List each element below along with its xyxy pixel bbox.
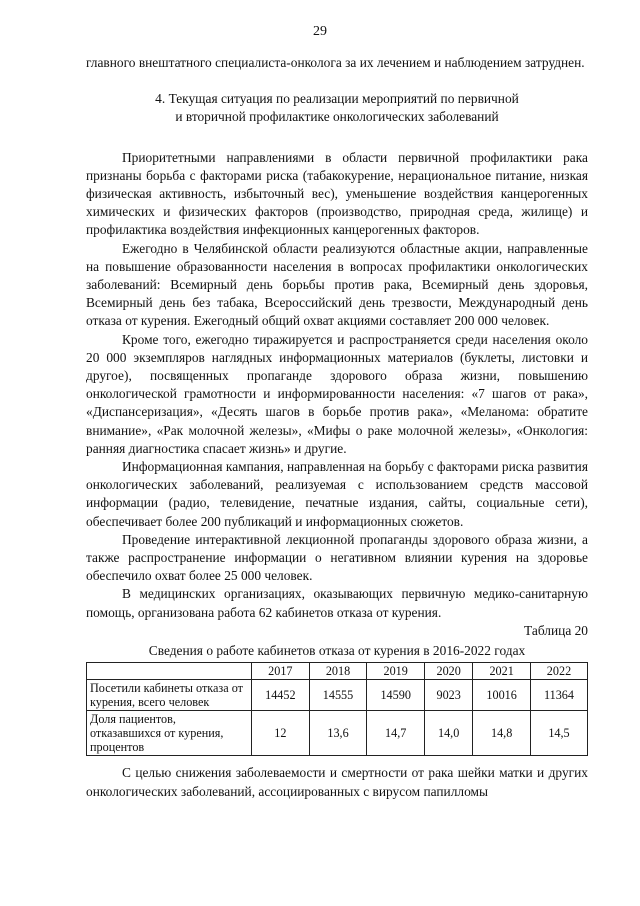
document-body — [86, 54, 588, 801]
table-cell: 14590 — [367, 680, 425, 711]
table-number: Таблица 20 — [524, 622, 588, 638]
closing-text: С целью снижения заболеваемости и смертности от рака шейки матки и других онкологических заболеваний, ассоциированных с вирусом папилломы — [86, 765, 588, 799]
intro-text: главного внештатного специалиста-онколога за их лечением и наблюдением затруднен. — [86, 55, 585, 70]
table-cell: 13,6 — [309, 711, 367, 756]
table-header-empty — [87, 663, 252, 680]
table-cell: 14452 — [252, 680, 310, 711]
table-header-year: 2022 — [530, 663, 587, 680]
table-cell: 11364 — [530, 680, 587, 711]
page-number: 29 — [313, 24, 327, 39]
table-header-year: 2018 — [309, 663, 367, 680]
paragraph: Приоритетными направлениями в области первичной профилактики рака признаны борьба с факторами риска (табакокурение, нерациональное питание, низкая физическая активность, избыточный вес), уменьшение воздействия канцерогенных химических и физических факторов (производство, природная среда, жилище) и профилактика воздействия инфекционных канцерогенных факторов. — [86, 149, 588, 238]
table-title: Сведения о работе кабинетов отказа от курения в 2016-2022 годах — [148, 643, 526, 659]
table-cell: 14,8 — [473, 711, 531, 756]
table-cell: 14,7 — [367, 711, 425, 756]
table-cell: 14555 — [309, 680, 367, 711]
table-header-year: 2019 — [367, 663, 425, 680]
paragraph: Информационная кампания, направленная на борьбу с факторами риска развития онкологических заболеваний, реализуемая с использованием средств массовой информации (радио, телевидение, печатные издания, сайты, социальные сети), обеспечивает более 200 публикаций и информационных сюжетов. — [86, 459, 588, 529]
table-row — [87, 680, 588, 711]
table-row-label: Посетили кабинеты отказа от курения, всего человек — [87, 680, 252, 711]
paragraph: Кроме того, ежегодно тиражируется и распространяется среди населения около 20 000 экземпляров наглядных информационных материалов (буклеты, листовки и другое), посвященных пропаганде здорового образа жизни, повышению онкологической грамотности и информированности населения: «7 шагов от рака», «Диспансеризация», «Десять шагов в борьбе против рака», «Меланома: обратите внимание», «Рак молочной железы», «Мифы о раке молочной железы», «Онкология: ранняя диагностика спасает жизнь» и другие. — [86, 331, 588, 456]
table-header-row — [87, 663, 588, 680]
table-row — [87, 711, 588, 756]
table-cell: 10016 — [473, 680, 531, 711]
heading-line-2: и вторичной профилактике онкологических заболеваний — [175, 109, 499, 125]
paragraph: Проведение интерактивной лекционной пропаганды здорового образа жизни, а также распространение информации о негативном влиянии курения на здоровье обеспечило охват более 25 000 человек. — [86, 531, 588, 584]
table-header-year: 2017 — [252, 663, 310, 680]
section-heading — [86, 90, 588, 126]
table-cell: 14,0 — [425, 711, 473, 756]
smoking-cessation-table — [86, 662, 588, 756]
table-header-year: 2021 — [473, 663, 531, 680]
table-cell: 12 — [252, 711, 310, 756]
heading-line-1: 4. Текущая ситуация по реализации мероприятий по первичной — [155, 91, 519, 107]
table-cell: 14,5 — [530, 711, 587, 756]
paragraph: Ежегодно в Челябинской области реализуются областные акции, направленные на повышение образованности населения в вопросах профилактики онкологических заболеваний: Всемирный день борьбы против рака, Всемирный день здоровья, Всемирный день без табака, Всероссийский день трезвости, Международный день отказа от курения. Ежегодный общий охват акциями составляет 200 000 человек. — [86, 240, 588, 329]
table-header-year: 2020 — [425, 663, 473, 680]
table-row-label: Доля пациентов, отказавшихся от курения, процентов — [87, 711, 252, 756]
table-cell: 9023 — [425, 680, 473, 711]
paragraph: В медицинских организациях, оказывающих первичную медико-санитарную помощь, организована работа 62 кабинетов отказа от курения. — [86, 586, 588, 620]
